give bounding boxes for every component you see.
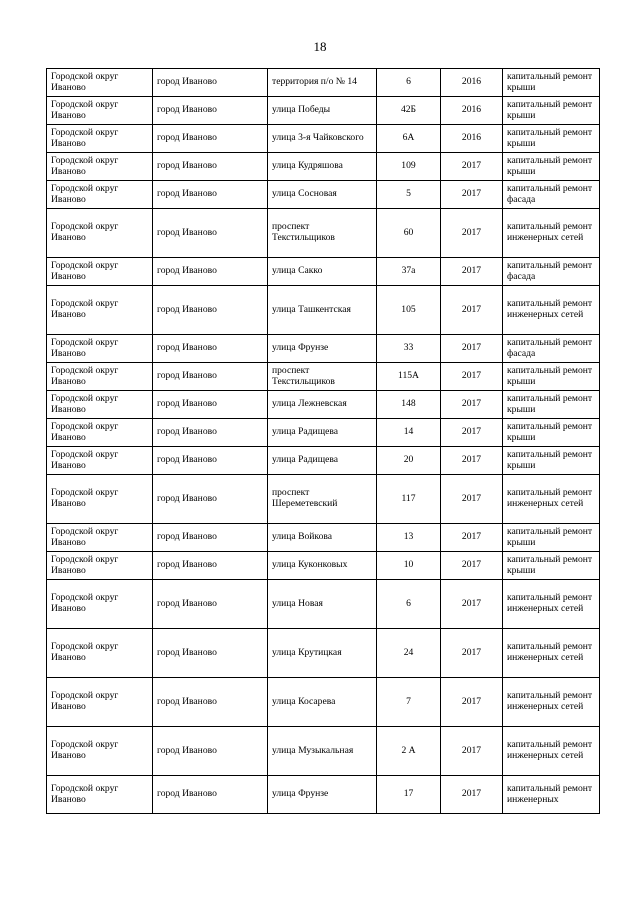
cell-street: улица Сакко [268,258,377,286]
cell-work-type: капитальный ремонт крыши [503,524,600,552]
cell-house: 148 [377,391,441,419]
cell-street: улица Куконковых [268,552,377,580]
cell-house: 17 [377,776,441,814]
table-row [47,475,600,524]
cell-city: город Иваново [153,258,268,286]
table-row [47,209,600,258]
cell-okrug: Городской округ Иваново [47,629,153,678]
cell-house: 115А [377,363,441,391]
cell-city: город Иваново [153,524,268,552]
cell-city: город Иваново [153,776,268,814]
cell-street: улица Крутицкая [268,629,377,678]
table-row [47,776,600,814]
cell-year: 2017 [441,629,503,678]
cell-okrug: Городской округ Иваново [47,580,153,629]
cell-street: проспект Текстильщиков [268,209,377,258]
cell-street: улица Сосновая [268,181,377,209]
repair-schedule-table [46,68,600,814]
cell-work-type: капитальный ремонт инженерных сетей [503,629,600,678]
cell-work-type: капитальный ремонт крыши [503,69,600,97]
cell-okrug: Городской округ Иваново [47,286,153,335]
cell-work-type: капитальный ремонт фасада [503,258,600,286]
cell-work-type: капитальный ремонт крыши [503,153,600,181]
cell-house: 20 [377,447,441,475]
cell-okrug: Городской округ Иваново [47,181,153,209]
cell-okrug: Городской округ Иваново [47,335,153,363]
table-row [47,524,600,552]
cell-work-type: капитальный ремонт фасада [503,335,600,363]
cell-okrug: Городской округ Иваново [47,69,153,97]
cell-work-type: капитальный ремонт крыши [503,125,600,153]
cell-okrug: Городской округ Иваново [47,475,153,524]
table-row [47,447,600,475]
cell-work-type: капитальный ремонт инженерных сетей [503,580,600,629]
cell-work-type: капитальный ремонт крыши [503,419,600,447]
cell-year: 2017 [441,391,503,419]
cell-house: 33 [377,335,441,363]
cell-okrug: Городской округ Иваново [47,209,153,258]
cell-year: 2016 [441,69,503,97]
cell-okrug: Городской округ Иваново [47,552,153,580]
cell-year: 2017 [441,447,503,475]
cell-street: улица Музыкальная [268,727,377,776]
table-row [47,181,600,209]
cell-year: 2016 [441,125,503,153]
cell-okrug: Городской округ Иваново [47,97,153,125]
cell-city: город Иваново [153,209,268,258]
cell-street: проспект Текстильщиков [268,363,377,391]
cell-year: 2016 [441,97,503,125]
cell-work-type: капитальный ремонт фасада [503,181,600,209]
cell-house: 2 А [377,727,441,776]
table-row [47,391,600,419]
table-row [47,580,600,629]
cell-work-type: капитальный ремонт инженерных сетей [503,475,600,524]
cell-city: город Иваново [153,391,268,419]
table-row [47,552,600,580]
cell-okrug: Городской округ Иваново [47,419,153,447]
cell-work-type: капитальный ремонт инженерных [503,776,600,814]
cell-okrug: Городской округ Иваново [47,727,153,776]
cell-street: улица Победы [268,97,377,125]
cell-city: город Иваново [153,97,268,125]
cell-year: 2017 [441,678,503,727]
cell-street: улица 3-я Чайковского [268,125,377,153]
cell-city: город Иваново [153,335,268,363]
cell-house: 37а [377,258,441,286]
table-row [47,258,600,286]
cell-street: проспект Шереметевский [268,475,377,524]
cell-street: улица Кудряшова [268,153,377,181]
cell-city: город Иваново [153,419,268,447]
cell-street: улица Фрунзе [268,335,377,363]
cell-year: 2017 [441,727,503,776]
table-row [47,153,600,181]
cell-city: город Иваново [153,181,268,209]
cell-house: 105 [377,286,441,335]
table-body [47,69,600,814]
cell-work-type: капитальный ремонт крыши [503,552,600,580]
cell-year: 2017 [441,258,503,286]
cell-city: город Иваново [153,678,268,727]
cell-city: город Иваново [153,629,268,678]
cell-okrug: Городской округ Иваново [47,391,153,419]
cell-year: 2017 [441,363,503,391]
cell-year: 2017 [441,475,503,524]
cell-city: город Иваново [153,69,268,97]
cell-street: улица Фрунзе [268,776,377,814]
cell-work-type: капитальный ремонт крыши [503,391,600,419]
cell-house: 7 [377,678,441,727]
table-row [47,629,600,678]
cell-work-type: капитальный ремонт инженерных сетей [503,727,600,776]
cell-city: город Иваново [153,363,268,391]
cell-okrug: Городской округ Иваново [47,363,153,391]
cell-city: город Иваново [153,475,268,524]
cell-year: 2017 [441,335,503,363]
cell-year: 2017 [441,552,503,580]
cell-okrug: Городской округ Иваново [47,258,153,286]
cell-year: 2017 [441,524,503,552]
cell-house: 109 [377,153,441,181]
table-row [47,419,600,447]
cell-street: территория п/о № 14 [268,69,377,97]
cell-year: 2017 [441,181,503,209]
cell-work-type: капитальный ремонт крыши [503,447,600,475]
cell-street: улица Косарева [268,678,377,727]
cell-house: 14 [377,419,441,447]
cell-city: город Иваново [153,580,268,629]
cell-street: улица Войкова [268,524,377,552]
cell-work-type: капитальный ремонт инженерных сетей [503,209,600,258]
cell-street: улица Ташкентская [268,286,377,335]
cell-okrug: Городской округ Иваново [47,125,153,153]
cell-street: улица Радищева [268,447,377,475]
cell-work-type: капитальный ремонт инженерных сетей [503,286,600,335]
cell-house: 117 [377,475,441,524]
table-row [47,286,600,335]
cell-year: 2017 [441,209,503,258]
cell-work-type: капитальный ремонт крыши [503,97,600,125]
cell-street: улица Лежневская [268,391,377,419]
cell-year: 2017 [441,153,503,181]
cell-year: 2017 [441,776,503,814]
table-row [47,363,600,391]
cell-street: улица Радищева [268,419,377,447]
cell-house: 6 [377,69,441,97]
cell-year: 2017 [441,286,503,335]
table-row [47,678,600,727]
cell-street: улица Новая [268,580,377,629]
table-row [47,69,600,97]
cell-work-type: капитальный ремонт инженерных сетей [503,678,600,727]
cell-work-type: капитальный ремонт крыши [503,363,600,391]
table-row [47,335,600,363]
cell-okrug: Городской округ Иваново [47,524,153,552]
cell-house: 6А [377,125,441,153]
cell-city: город Иваново [153,286,268,335]
cell-house: 60 [377,209,441,258]
cell-house: 13 [377,524,441,552]
cell-city: город Иваново [153,447,268,475]
cell-house: 42Б [377,97,441,125]
cell-okrug: Городской округ Иваново [47,447,153,475]
cell-house: 24 [377,629,441,678]
cell-year: 2017 [441,419,503,447]
cell-year: 2017 [441,580,503,629]
cell-house: 10 [377,552,441,580]
cell-house: 6 [377,580,441,629]
cell-house: 5 [377,181,441,209]
cell-city: город Иваново [153,727,268,776]
page-number: 18 [313,39,327,54]
cell-okrug: Городской округ Иваново [47,153,153,181]
cell-city: город Иваново [153,552,268,580]
cell-city: город Иваново [153,153,268,181]
cell-city: город Иваново [153,125,268,153]
cell-okrug: Городской округ Иваново [47,678,153,727]
table-row [47,727,600,776]
table-row [47,97,600,125]
table-row [47,125,600,153]
cell-okrug: Городской округ Иваново [47,776,153,814]
